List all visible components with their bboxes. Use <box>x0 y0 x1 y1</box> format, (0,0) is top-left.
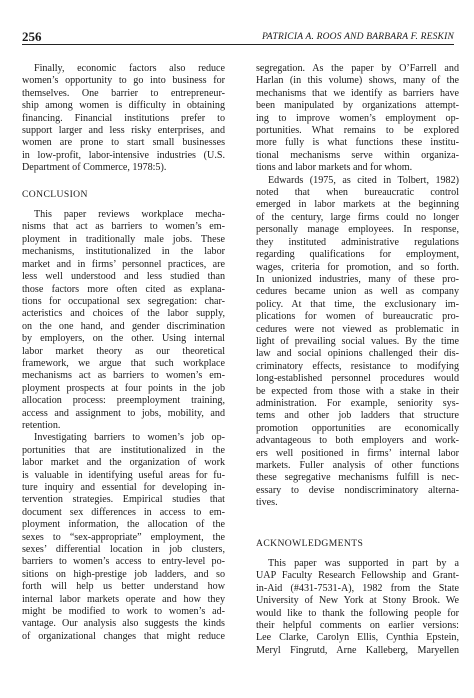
text-line: themselves. One barrier to entrepreneur- <box>22 87 225 99</box>
text-line: mechanisms that we identify as barriers have <box>256 87 459 99</box>
text-line: ployment in traditionally male jobs. These <box>22 233 225 245</box>
text-line: of organizational changes that might reduce <box>22 630 225 642</box>
text-line: sexes to “sex-appropriate” employment, the <box>22 531 225 543</box>
text-line: Finally, economic factors also reduce <box>34 63 225 74</box>
text-line: tems and other job ladders that structure <box>256 410 459 422</box>
text-line: policy. At that time, the exclusionary im- <box>256 298 459 310</box>
text-line: ployment prospects at four points in the job <box>22 382 225 394</box>
text-line: these segregative mechanisms fulfill is nec- <box>256 472 459 484</box>
text-line: plications for women of bureaucratic pro- <box>256 311 459 323</box>
text-line: of the century, large firms could no longer <box>256 211 459 223</box>
text-line: personally manage employees. In response, <box>256 224 459 236</box>
text-line: markets. Fuller analysis of other functions <box>256 460 459 471</box>
paragraph <box>22 432 225 643</box>
text-line: access and assignment to jobs, mobility, and <box>22 407 225 419</box>
paragraph <box>256 558 459 657</box>
text-line: ture inquiry and essential for developing in- <box>22 482 225 493</box>
text-line: ship among women is difficulty in obtaining <box>22 100 225 112</box>
section-heading-acknowledgments: ACKNOWLEDGMENTS <box>256 537 364 549</box>
text-line: framework, we argue that such workplace <box>22 357 225 369</box>
paragraph <box>256 175 459 510</box>
text-line: vantage. Our analysis also suggests the kinds <box>22 618 225 630</box>
text-line: sitions on high-prestige job ladders, and so <box>22 568 225 580</box>
text-line: by employers, on the other. Using internal <box>22 333 225 345</box>
text-line: cedures were not viewed as problematic in <box>256 323 459 335</box>
text-line: is valuable in identifying useful areas for fu- <box>22 469 225 481</box>
text-line: long-established personnel procedures would <box>256 373 459 385</box>
text-line: support larger and less risky enterprises, and <box>22 125 225 137</box>
text-line: tives. <box>256 497 278 509</box>
section-heading-conclusion: CONCLUSION <box>22 188 88 200</box>
text-line: in low-profit, labor-intensive industries (U.S. <box>22 149 225 161</box>
text-line: tional mechanisms serve within organiza- <box>256 149 459 161</box>
text-line: This paper reviews workplace mecha- <box>34 209 225 221</box>
text-line: Department of Commerce, 1978:5). <box>22 162 167 174</box>
text-line: might be modified to work to women’s ad- <box>22 606 225 618</box>
text-line: ployment information, the allocation of the <box>22 519 225 531</box>
left-column <box>22 63 225 643</box>
text-line: mechanisms act as barriers to women’s em- <box>22 370 225 382</box>
text-line: financing. Financial institutions prefer to <box>22 112 225 124</box>
text-line: be expected from those with a stake in their <box>256 385 459 397</box>
text-line: document sex differences in access to em- <box>22 506 225 518</box>
text-line: administration. For example, seniority sys- <box>256 397 459 409</box>
text-line: allocation process: preemployment training, <box>22 395 225 407</box>
text-line: advantageous to both employers and work- <box>256 435 459 447</box>
text-line: UAP Faculty Research Fellowship and Grant- <box>256 570 459 582</box>
paragraph <box>22 209 225 432</box>
text-line: regarding qualifications for employment, <box>256 249 459 261</box>
right-column <box>256 63 459 657</box>
text-line: Edwards (1975, as cited in Tolbert, 1982) <box>268 174 459 186</box>
text-line: promotion opportunities are economically <box>256 422 459 434</box>
text-line: internal labor markets operate and how they <box>22 593 225 605</box>
text-line: would like to thank the following people for <box>256 607 459 619</box>
text-line: women’s opportunity to go into business for <box>22 75 225 87</box>
text-line: law and social opinions challenged their dis- <box>256 348 459 360</box>
text-line: noted that when bureaucratic control <box>256 187 459 199</box>
text-line: Lee Clarke, Carolyn Ellis, Cynthia Epstein, <box>256 632 459 644</box>
text-line: in-Aid (#431-7531-A), 1982 from the State <box>256 582 459 594</box>
text-line: been manipulated by organizations attempt- <box>256 100 459 112</box>
paragraph <box>22 63 225 175</box>
text-line: tions for occupational sex segregation: char- <box>22 295 225 307</box>
text-line: those factors more often cited as explana- <box>22 283 225 295</box>
text-line: essary to devise nondiscriminatory alterna- <box>256 484 459 496</box>
text-line: retention. <box>22 419 61 431</box>
text-line: nisms that act as barriers to women’s em- <box>22 221 225 233</box>
text-line: ers well positioned in firms’ internal labor <box>256 447 459 459</box>
text-line: segregation. As the paper by O’Farrell and <box>256 63 459 74</box>
page-number: 256 <box>22 29 42 44</box>
text-line: labor market and the organization of work <box>22 457 225 469</box>
text-line: Investigating barriers to women’s job op- <box>34 432 225 444</box>
text-line: acteristics and choices of the labor supply, <box>22 308 225 320</box>
text-line: tions and labor markets and for whom. <box>256 162 413 174</box>
text-line: wages, criteria for promotion, and so forth. <box>256 261 459 273</box>
text-line: Meryl Fingrutd, Arne Kalleberg, Maryellen <box>256 644 459 656</box>
text-line: light of prevailing social values. By the time <box>256 335 459 347</box>
text-line: barriers to women’s access to entry-level po- <box>22 556 225 568</box>
text-line: In unionized industries, many of these pro- <box>256 273 459 285</box>
text-line: their helpful comments on earlier versions: <box>256 620 459 632</box>
text-line: on the one hand, and gender discrimination <box>22 320 225 332</box>
text-line: women are prone to start small businesses <box>22 137 225 149</box>
text-line: forth will help us better understand how <box>22 581 225 593</box>
text-line: mechanisms, institutionalized in the labor <box>22 246 225 258</box>
text-line: market and in firms’ personnel practices, are <box>22 258 225 270</box>
text-line: ing to improve women’s employment op- <box>256 112 459 124</box>
page-header <box>22 30 454 45</box>
text-line: more fully is what functions these institu- <box>256 137 459 149</box>
text-line: This paper was supported in part by a <box>268 558 459 570</box>
text-line: sexes’ differential location in job clusters, <box>22 544 225 556</box>
text-line: emerged in labor markets at the beginning <box>256 199 459 211</box>
running-head: PATRICIA A. ROOS AND BARBARA F. RESKIN <box>262 32 454 42</box>
text-line: they instituted administrative regulations <box>256 236 459 248</box>
text-line: University of New York at Stony Brook. We <box>256 595 459 607</box>
text-line: Harlan (in this volume) shows, many of the <box>256 75 459 87</box>
paragraph <box>256 63 459 175</box>
text-line: portunities. What remains to be explored <box>256 125 459 137</box>
text-line: cedures became union as well as company <box>256 286 459 298</box>
text-line: labor market theory as our theoretical <box>22 345 225 357</box>
text-line: tervention strategies. Empirical studies that <box>22 494 225 506</box>
text-line: less well understood and less studied than <box>22 271 225 283</box>
text-line: portunities that are institutionalized in the <box>22 444 225 456</box>
text-line: criminatory effects, resistance to modifying <box>256 360 459 372</box>
